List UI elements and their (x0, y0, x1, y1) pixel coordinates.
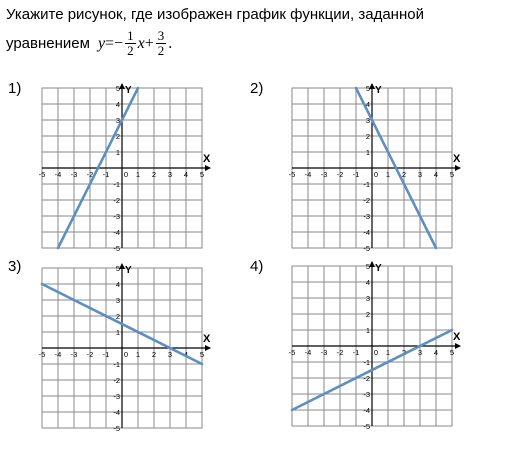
eq-fraction-1-numerator: 1 (127, 28, 134, 43)
y-tick-label: 3 (365, 116, 370, 125)
x-tick-label: 3 (167, 350, 173, 359)
y-tick-label: 3 (365, 294, 370, 303)
y-tick-label: 5 (365, 262, 370, 271)
y-tick-label: 1 (365, 326, 370, 335)
y-tick-label: 5 (115, 84, 120, 93)
y-axis-label: Y (125, 265, 132, 276)
y-tick-label: 2 (115, 132, 120, 141)
eq-variable: x (137, 34, 145, 52)
eq-fraction-2-denominator: 2 (157, 43, 165, 58)
y-tick-label: -2 (113, 376, 120, 385)
x-tick-label: -2 (86, 350, 94, 359)
x-tick-label: -5 (38, 170, 46, 179)
x-tick-label: 2 (151, 170, 157, 179)
y-tick-label: -3 (363, 212, 370, 221)
x-tick-label: 2 (151, 350, 157, 359)
x-axis-label: X (203, 153, 211, 165)
x-tick-label: 0 (123, 350, 129, 359)
x-tick-label: 1 (385, 348, 391, 357)
x-tick-label: -2 (336, 348, 344, 357)
x-tick-label: 3 (167, 170, 173, 179)
y-tick-label: 3 (115, 296, 120, 305)
y-tick-label: 3 (115, 116, 120, 125)
x-tick-label: -1 (352, 348, 360, 357)
task-line-2-prefix: уравнением (6, 34, 90, 52)
x-tick-label: 0 (123, 170, 129, 179)
eq-fraction-2-numerator: 3 (157, 28, 165, 43)
x-tick-label: -3 (70, 350, 78, 359)
eq-fraction-2 (156, 29, 167, 58)
graph-4-svg (280, 260, 470, 450)
y-tick-label: 1 (365, 148, 370, 157)
eq-period: . (168, 34, 173, 52)
x-tick-label: 1 (135, 350, 141, 359)
x-axis-arrow (205, 165, 211, 171)
y-tick-label: -1 (113, 180, 120, 189)
x-tick-label: 5 (449, 348, 455, 357)
x-tick-label: -4 (54, 170, 62, 179)
y-tick-label: 4 (365, 100, 370, 109)
x-tick-label: 5 (199, 170, 205, 179)
graph-1-svg (30, 82, 220, 272)
y-tick-label: -5 (113, 244, 120, 253)
y-tick-label: -3 (363, 390, 370, 399)
equation (98, 29, 172, 58)
y-tick-label: -5 (363, 244, 370, 253)
x-tick-label: 4 (433, 348, 439, 357)
eq-lhs: y (97, 34, 106, 52)
eq-fraction-1 (125, 29, 136, 58)
option-4-graph[interactable] (280, 260, 470, 450)
x-tick-label: 2 (401, 170, 407, 179)
y-tick-label: 4 (365, 278, 370, 287)
y-axis-label: Y (125, 85, 132, 96)
x-tick-label: 0 (373, 170, 379, 179)
x-axis-arrow (205, 345, 211, 351)
x-tick-label: -5 (288, 348, 296, 357)
x-tick-label: 4 (183, 170, 189, 179)
x-axis-label: X (203, 333, 211, 345)
x-axis-arrow (455, 165, 461, 171)
x-tick-label: -1 (102, 170, 110, 179)
x-tick-label: -5 (38, 350, 46, 359)
eq-sign: = (105, 34, 115, 52)
y-tick-label: -1 (363, 180, 370, 189)
y-tick-label: 1 (115, 328, 120, 337)
y-tick-label: 2 (365, 132, 370, 141)
task-line-1: Укажите рисунок, где изображен график функции, заданной (6, 6, 424, 23)
y-tick-label: -5 (363, 422, 370, 431)
x-tick-label: -3 (320, 170, 328, 179)
x-tick-label: 1 (385, 170, 391, 179)
x-tick-label: 2 (401, 348, 407, 357)
y-axis-label: Y (375, 85, 382, 96)
y-tick-label: 1 (115, 148, 120, 157)
x-tick-label: 3 (417, 348, 423, 357)
x-tick-label: 5 (199, 350, 205, 359)
x-tick-label: 4 (183, 350, 189, 359)
option-3-label[interactable]: 3) (8, 258, 22, 275)
y-tick-label: 2 (365, 310, 370, 319)
y-tick-label: -1 (113, 360, 120, 369)
y-tick-label: 4 (115, 100, 120, 109)
y-tick-label: -3 (113, 212, 120, 221)
x-axis-label: X (453, 331, 461, 343)
eq-fraction-1-denominator: 2 (127, 43, 134, 58)
x-tick-label: -3 (70, 170, 78, 179)
y-tick-label: 5 (365, 84, 370, 93)
x-tick-label: -5 (288, 170, 296, 179)
x-axis-label: X (453, 153, 461, 165)
task-line-2 (6, 29, 511, 58)
x-tick-label: 0 (373, 348, 379, 357)
x-tick-label: -4 (304, 348, 312, 357)
y-tick-label: -4 (363, 406, 370, 415)
x-tick-label: -3 (320, 348, 328, 357)
y-tick-label: -4 (363, 228, 370, 237)
option-4-label[interactable]: 4) (250, 258, 264, 275)
x-tick-label: 5 (449, 170, 455, 179)
x-tick-label: -1 (352, 170, 360, 179)
option-2-graph[interactable] (280, 82, 470, 272)
y-tick-label: 5 (115, 264, 120, 273)
option-3-graph[interactable] (30, 262, 220, 452)
x-tick-label: -2 (336, 170, 344, 179)
option-1-graph[interactable] (30, 82, 220, 272)
y-tick-label: -2 (363, 196, 370, 205)
x-tick-label: -4 (54, 350, 62, 359)
x-tick-label: 1 (135, 170, 141, 179)
y-tick-label: -2 (113, 196, 120, 205)
y-tick-label: -4 (113, 228, 120, 237)
x-axis-arrow (455, 343, 461, 349)
y-tick-label: -2 (363, 374, 370, 383)
x-tick-label: 3 (417, 170, 423, 179)
y-tick-label: -3 (113, 392, 120, 401)
eq-minus: − (114, 34, 124, 52)
graph-3-svg (30, 262, 220, 452)
option-1-label[interactable]: 1) (8, 80, 22, 97)
x-tick-label: -1 (102, 350, 110, 359)
y-axis-label: Y (375, 263, 382, 274)
graph-2-svg (280, 82, 470, 272)
task-statement (6, 4, 511, 58)
y-tick-label: 2 (115, 312, 120, 321)
x-tick-label: -4 (304, 170, 312, 179)
y-tick-label: 4 (115, 280, 120, 289)
eq-plus: + (144, 34, 154, 52)
x-tick-label: 4 (433, 170, 439, 179)
y-tick-label: -4 (113, 408, 120, 417)
x-tick-label: -2 (86, 170, 94, 179)
y-tick-label: -5 (113, 424, 120, 433)
option-2-label[interactable]: 2) (250, 80, 264, 97)
y-tick-label: -1 (363, 358, 370, 367)
